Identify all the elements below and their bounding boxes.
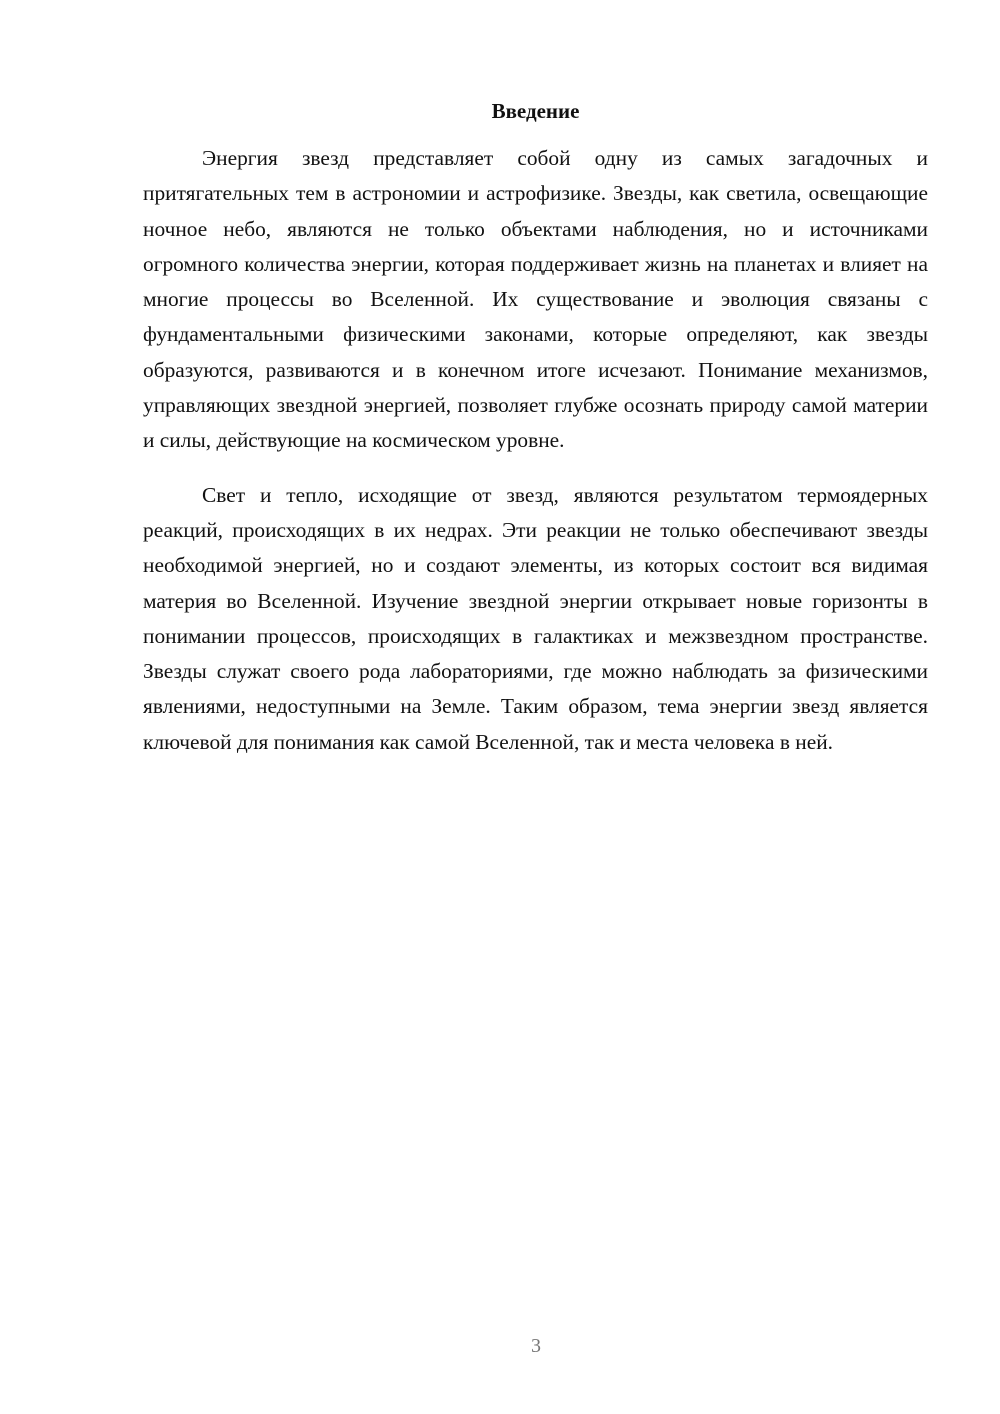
page-number: 3 [531,1335,541,1357]
section-heading: Введение [491,99,580,123]
paragraph-1: Энергия звезд представляет собой одну из самых загадочных и притягательных тем в астрономии и астрофизике. Звезды, как светила, освещающие ночное небо, являются не только объектами наблюдения, но и источниками огромного количества энергии, которая поддерживает жизнь на планетах и влияет на многие процессы во Вселенной. Их существование и эволюция связаны с фундаментальными физическими законами, которые определяют, как звезды образуются, развиваются и в конечном итоге исчезают. Понимание механизмов, управляющих звездной энергией, позволяет глубже осознать природу самой материи и силы, действующие на космическом уровне. [143,146,928,453]
page-content [143,96,928,760]
paragraph-2: Свет и тепло, исходящие от звезд, являются результатом термоядерных реакций, происходящих в их недрах. Эти реакции не только обеспечивают звезды необходимой энергией, но и создают элементы, из которых состоит вся видимая материя во Вселенной. Изучение звездной энергии открывает новые горизонты в понимании процессов, происходящих в галактиках и межзвездном пространстве. Звезды служат своего рода лабораториями, где можно наблюдать за физическими явлениями, недоступными на Земле. Таким образом, тема энергии звезд является ключевой для понимания как самой Вселенной, так и места человека в ней. [143,482,928,754]
